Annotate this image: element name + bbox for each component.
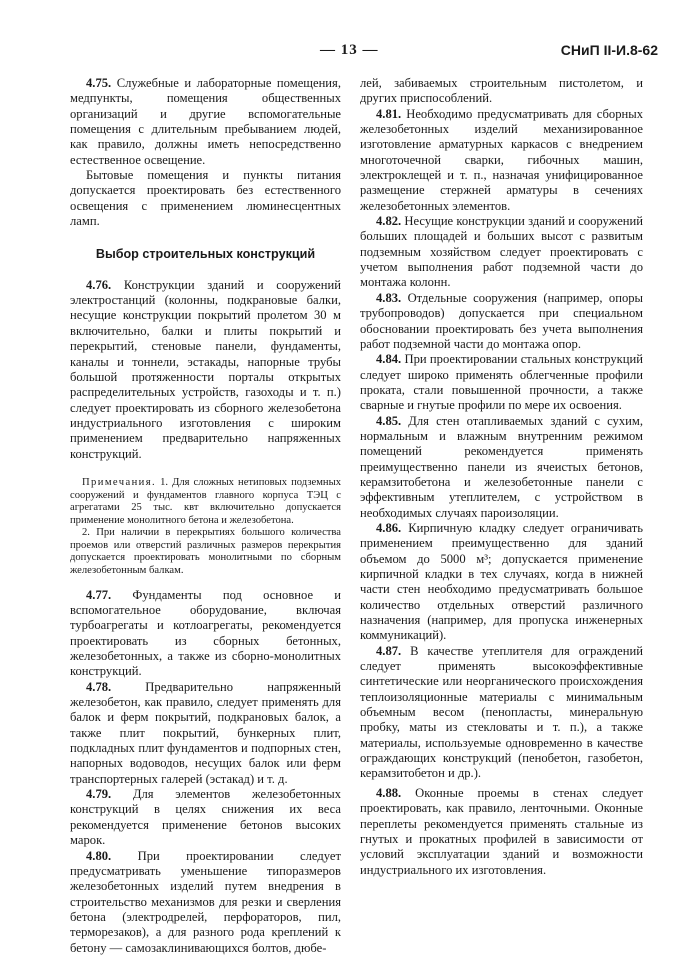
clause-number: 4.82. <box>376 214 402 229</box>
clause-number: 4.76. <box>86 277 112 292</box>
paragraph-4-79 <box>70 787 341 848</box>
clause-number: 4.84. <box>376 352 402 367</box>
paragraph-text: Служебные и лабораторные помещения, медпункты, помещения общественных организаций и другие вспомогательные помещения с длительным пребыванием людей, как правило, должны иметь непосредственно естественное освещение. <box>70 76 341 167</box>
paragraph-4-86 <box>360 521 643 644</box>
paragraph-4-81 <box>360 107 643 214</box>
paragraph-text: Отдельные сооружения (например, опоры трубопроводов) допускается при специальном обосновании проектировать без учета выполнения работ подземной части до монтажа опор. <box>360 290 643 351</box>
note-text: 1. Для сложных нетиповых подземных сооружений и фундаментов главного корпуса ТЭЦ с агрегатами 25 тыс. квт включительно допускается применение монолитного бетона и железобетона. <box>70 476 341 526</box>
section-heading: Выбор строительных конструкций <box>95 247 316 262</box>
note-1 <box>70 477 341 527</box>
note-2: 2. При наличии в перекрытиях большого количества проемов или отверстий различных размеров перекрытия допускается проектировать монолитными по сборным железобетонным балкам. <box>70 527 341 577</box>
paragraph-text: Для стен отапливаемых зданий с сухим, нормальным и влажным внутренним режимом помещений рекомендуется применять преимущественно панели из ячеистых бетонов, керамзитобетона и железобетонные панели с эффективным утеплителем, с устройством в необходимых случаях пароизоляции. <box>360 413 643 520</box>
paragraph-text: При проектировании стальных конструкций следует широко применять облегченные профили проката, стали повышенной прочности, а также сварные и гнутые профили по мере их освоения. <box>360 352 643 413</box>
clause-number: 4.75. <box>86 76 112 90</box>
clause-number: 4.81. <box>376 106 402 121</box>
paragraph-4-76 <box>70 278 341 462</box>
paragraph-text: Необходимо предусматривать для сборных железобетонных изделий механизированное изготовление арматурных каркасов с внедрением многоточечной сварки, гибочных машин, электроклещей и т. п., назначая унифицированное размещение стержней арматуры в сечениях железобетонных элементов. <box>360 106 643 213</box>
right-column <box>360 76 643 878</box>
paragraph-text: В качестве утеплителя для ограждений следует применять высокоэффективные синтетические или неорганического происхождения теплоизоляционные материалы с минимальным объемным весом (пенопласты, минеральную пробку, маты из стекловаты и т. п.), а также материалы, используемые одновременно в качестве ограждающих конструкций (пенобетон, газобетон, керамзитобетон и др.). <box>360 643 643 781</box>
paragraph-text: Фундаменты под основное и вспомогательное оборудование, включая турбоагрегаты и котлоагрегаты, рекомендуется проектировать из сборных бетонных, железобетонных, а также из сборно-монолитных конструкций. <box>70 587 341 679</box>
paragraph-4-84 <box>360 352 643 413</box>
paragraph-4-78 <box>70 680 341 787</box>
clause-number: 4.80. <box>86 848 112 863</box>
clause-number: 4.77. <box>86 587 112 602</box>
left-column <box>70 76 341 956</box>
paragraph-text: Кирпичную кладку следует ограничивать применением преимущественно для зданий объемом до 5000 м³; допускается применение кирпичной кладки в тех случаях, когда в нижней части стен необходимо предусматривать большое количество отдельных отверстий различного назначения (например, для пропуска инженерных коммуникаций). <box>360 520 643 643</box>
clause-number: 4.87. <box>376 643 402 658</box>
clause-number: 4.83. <box>376 290 402 305</box>
clause-number: 4.88. <box>376 785 402 800</box>
clause-number: 4.86. <box>376 520 402 535</box>
paragraph-4-80 <box>70 849 341 956</box>
paragraph-4-83 <box>360 291 643 352</box>
paragraph-text: Несущие конструкции зданий и сооружений больших площадей и больших высот с развитым подземным хозяйством следует проектировать с учетом выполнения работ подземной части до монтажа колонн. <box>360 214 644 290</box>
paragraph-4-77 <box>70 588 341 680</box>
paragraph-4-75-b: Бытовые помещения и пункты питания допускается проектировать без естественного освещения с применением люминесцентных ламп. <box>70 168 341 229</box>
paragraph-text: Предварительно напряженный железобетон, как правило, следует применять для балок и ферм покрытий, подкрановых балок, а также плит покрытий, бункерных плит, подкладных плит фундаментов и подпорных стен, напорных водоводов, несущих балок или ферм транспортерных галерей (эстакад) и т. д. <box>70 679 341 786</box>
clause-number: 4.79. <box>86 787 112 802</box>
paragraph-text: Оконные проемы в стенах следует проектировать, как правило, ленточными. Оконные переплеты рекомендуется применять стальные из гнутых и прокатных профилей в зависимости от условий эксплуатации зданий и возможности индустриального их изготовления. <box>360 785 644 877</box>
paragraph-text: Для элементов железобетонных конструкций в целях снижения их веса рекомендуется применение бетонов высоких марок. <box>70 787 341 848</box>
notes-block <box>70 477 341 578</box>
page-number: — 13 — <box>320 42 379 58</box>
paragraph-4-87 <box>360 644 643 782</box>
document-code: СНиП II-И.8-62 <box>560 42 658 58</box>
notes-label: Примечания. <box>82 476 157 488</box>
paragraph-text: Конструкции зданий и сооружений электростанций (колонны, подкрановые балки, несущие конструкции покрытий пролетом 30 м включительно, балки и плиты покрытий и перекрытий, стеновые панели, фундаменты, каналы и тоннели, эстакады, напорные трубы большой протяженности порталы открытых распределительных устройств, газоходы и т. п.) следует проектировать из сборного железобетона индустриального изготовления с широким применением предварительно напряженных конструкций. <box>70 277 341 461</box>
paragraph-4-82 <box>360 214 643 291</box>
paragraph-4-75 <box>70 76 341 168</box>
paragraph-4-88 <box>360 786 643 878</box>
paragraph-4-85 <box>360 414 643 521</box>
clause-number: 4.78. <box>86 679 112 694</box>
paragraph-4-80-continued: лей, забиваемых строительным пистолетом, и других приспособлений. <box>360 76 643 106</box>
clause-number: 4.85. <box>376 413 402 428</box>
paragraph-text: При проектировании следует предусматривать уменьшение типоразмеров железобетонных изделий путем внедрения в строительство механизмов для резки и сверления бетона (электродрелей, перфораторов, пил, терморезаков), а для разного рода креплений к бетону — самозаклинивающихся болтов, дюбе- <box>70 848 341 955</box>
page-header <box>0 42 700 62</box>
